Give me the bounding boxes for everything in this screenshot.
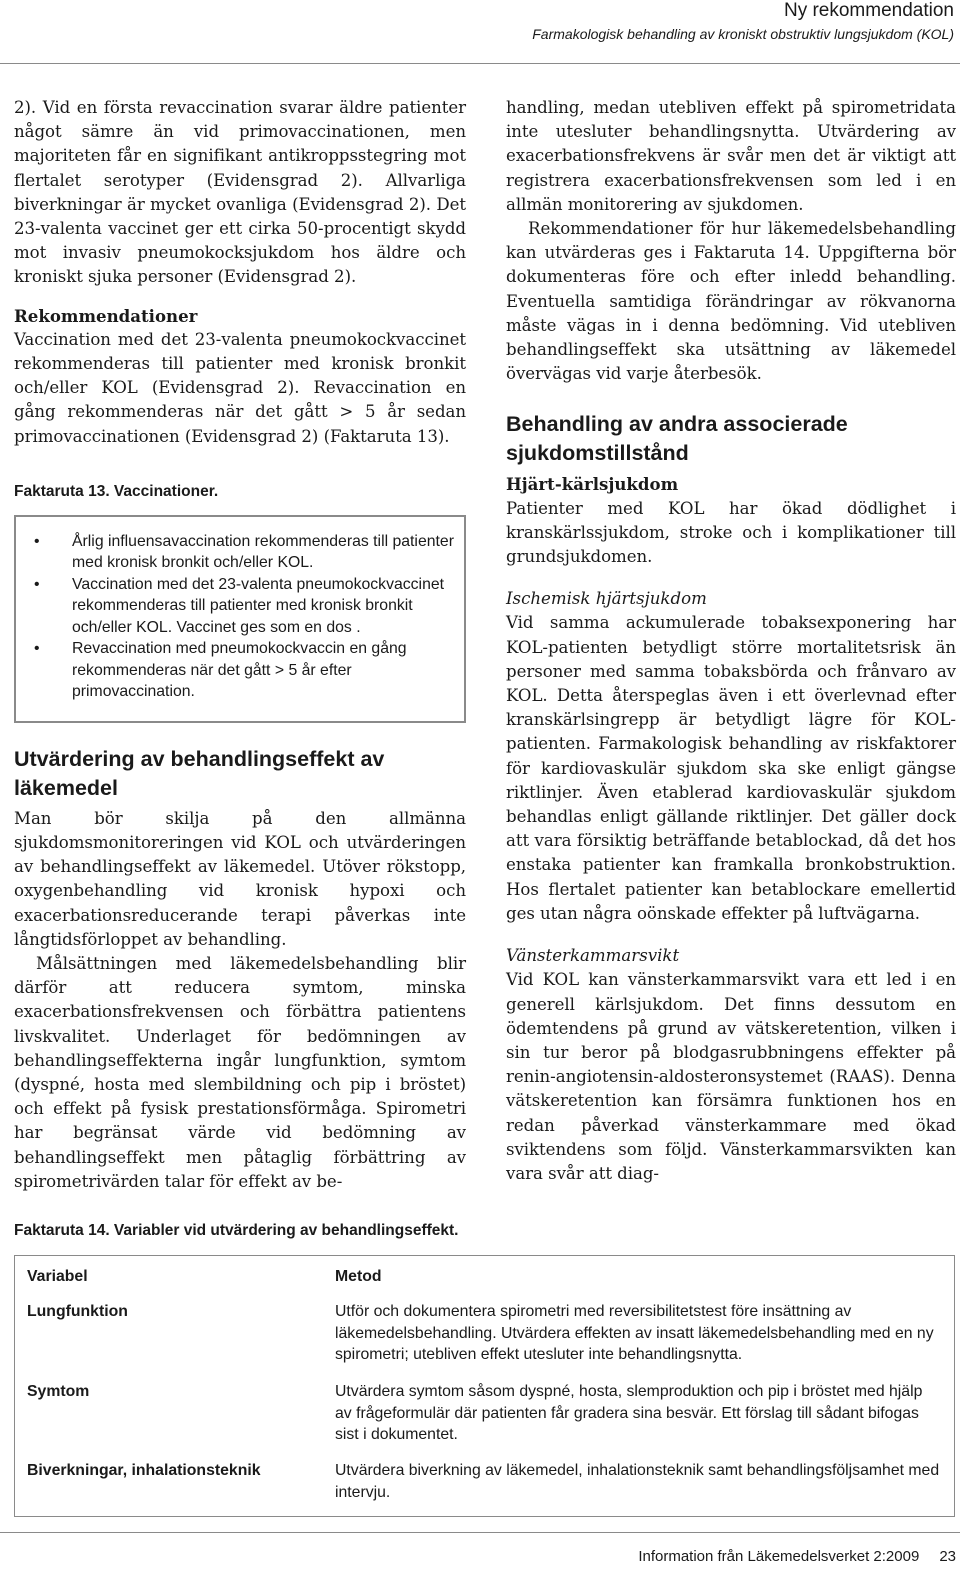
factbox-13-title: Faktaruta 13. Vaccinationer. [14, 482, 219, 500]
recommendations-heading: Rekommendationer [14, 305, 198, 326]
section-heading-evaluation: Utvärdering av behandlingseffekt av läkemedel [14, 746, 385, 800]
bullet-marker: • [34, 575, 40, 593]
column-header-method: Metod [335, 1268, 382, 1285]
list-item-text: Årlig influensavaccination rekommenderas till patienter med kronisk bronkit och/eller KOL. [72, 532, 454, 572]
table-cell-method: Utför och dokumentera spirometri med reversibilitetstest före insättning av läkemedelsbehandling. Utvärdera effekten av insatt läkemedelsbehandling med en ny spirometri; utebliven effekt utesluter inte behandlingsnytta. [335, 1303, 934, 1363]
heart-vessel-text: Patienter med KOL har ökad dödlighet i kranskärlssjukdom, stroke och i komplikationer till grundsjukdomen. [506, 498, 956, 567]
bullet-marker: • [34, 640, 40, 658]
paragraph-vaccination-evidence: 2). Vid en första revaccination svarar äldre patienter något sämre än vid primovaccinationen, men majoriteten får en signifikant antikroppsstegring mot flertalet serotyper (Evidensgrad 2). Allvarliga biverkningar är mycket ovanliga (Evidensgrad 2). Det 23-valenta vaccinet ger ett cirka 50-procentigt skydd mot invasiv pneumokocksjukdom hos äldre och kroniskt sjuka personer (Evidensgrad 2). [14, 98, 466, 287]
factbox-13 [14, 515, 466, 723]
ischemic-text: Vid samma ackumulerade tobaksexponering har KOL-patienten betydligt större mortalitetsrisk än personer med samma tobaksbörda och frånvaro av KOL. Detta återspeglas även i ett överlevnad efter kranskärlsingrepp är betydligt lägre för KOL-patienten. Farmakologisk behandling av riskfaktorer för kardiovaskulär sjukdom ska ske enligt gängse riktlinjer. Även etablerad kardiovaskulär sjukdom behandlas enligt gällande riktlinjer. Det gäller dock att vara försiktig beträffande betablockad, då det hos enstaka patienter kan framkalla bronkobstruktion. Hos flertalet patienter kan betablockare emellertid ges utan några oönskade effekter på luftvägarna. [506, 613, 956, 923]
list-item-text: Revaccination med pneumokockvaccin en gång rekommenderas när det gått > 5 år efter primovaccination. [72, 640, 407, 701]
table-cell-method: Utvärdera biverkning av läkemedel, inhalationsteknik samt behandlingsföljsamhet med intervju. [335, 1462, 940, 1501]
ischemic-heading: Ischemisk hjärtsjukdom [506, 589, 707, 609]
running-header-subtitle: Farmakologisk behandling av kroniskt obstruktiv lungsjukdom (KOL) [532, 26, 954, 42]
table-cell-variable: Biverkningar, inhalationsteknik [27, 1462, 261, 1479]
page-footer [638, 1548, 956, 1565]
heart-failure-heading: Vänsterkammarsvikt [506, 946, 680, 966]
factbox-14-table [14, 1255, 955, 1517]
table-cell-variable: Symtom [27, 1383, 90, 1400]
recommendations-text: Vaccination med det 23-valenta pneumokockvaccinet rekommenderas till patienter med kronisk bronkit och/eller KOL (Evidensgrad 2). Revaccination en gång rekommenderas när det gått > 5 år sedan primovaccinationen (Evidensgrad 2) (Faktaruta 13). [14, 329, 466, 446]
footer-divider [0, 1532, 960, 1533]
list-item [26, 574, 454, 639]
left-column [14, 96, 466, 1194]
paragraph-continuation: handling, medan utebliven effekt på spirometridata inte utesluter behandlingsnytta. Utvärdering av exacerbationsfrekvens är svår men det är viktigt att registrera exacerbationsfrekvensen som led i en allmän monitorering av sjukdomen. [506, 98, 956, 214]
heart-failure-text: Vid KOL kan vänsterkammarsvikt vara ett led i en generell kärlsjukdom. Det finns dessutom en ödemtendens på grund av vätskeretention, vilken i sin tur beror på blodgasrubbningens effekter på renin-angiotensin-aldosteronsystemet (RAAS). Denna vätskeretention kan försämra funktionen hos en redan påverkad vänsterkammare med ökad sviktendens som följd. Vänsterkammarsvikten kan vara svår att diag- [506, 970, 956, 1183]
column-header-variable: Variabel [27, 1268, 88, 1285]
section-heading-comorbidities: Behandling av andra associerade sjukdomstillstånd [506, 412, 848, 466]
list-item [26, 531, 454, 574]
factbox-13-list [26, 531, 454, 703]
list-item [26, 638, 454, 703]
bullet-marker: • [34, 532, 40, 550]
list-item-text: Vaccination med det 23-valenta pneumokockvaccinet rekommenderas till patienter med kronisk bronkit och/eller KOL. Vaccinet ges som en dos . [72, 575, 445, 636]
header-divider [0, 63, 960, 64]
running-header-title: Ny rekommendation [783, 0, 954, 21]
paragraph-recommendation-evaluation: Rekommendationer för hur läkemedelsbehandling kan utvärderas ges i Faktaruta 14. Uppgifterna bör dokumenteras före och efter inledd behandling. Eventuella samtidiga förändringar av rökvanorna måste vägas in i denna bedömning. Vid utebliven behandlingseffekt ska utsättning av läkemedel övervägas vid varje återbesök. [506, 219, 956, 384]
factbox-14-title: Faktaruta 14. Variabler vid utvärdering av behandlingseffekt. [14, 1222, 459, 1239]
footer-source: Information från Läkemedelsverket 2:2009 [638, 1548, 920, 1565]
page-number: 23 [939, 1548, 956, 1565]
right-column [506, 96, 956, 1186]
paragraph-goals: Målsättningen med läkemedelsbehandling blir därför att reducera symtom, minska exacerbationsfrekvensen och förbättra patientens livskvalitet. Underlaget för bedömningen av behandlingseffekterna ingår lungfunktion, symtom (dyspné, hosta med slembildning och pip i bröstet) och effekt på fysisk prestationsförmåga. Spirometri har begränsat värde vid bedömning av behandlingseffekt men påtaglig förbättring av spirometrivärden talar för effekt av be- [14, 954, 466, 1191]
paragraph-monitoring: Man bör skilja på den allmänna sjukdomsmonitoreringen vid KOL och utvärderingen av behandlingseffekt av läkemedel. Utöver rökstopp, oxygenbehandling vid kronisk hypoxi och exacerbationsreducerande terapi påverkas inte långtidsförloppet av behandling. [14, 808, 466, 949]
table-cell-method: Utvärdera symtom såsom dyspné, hosta, slemproduktion och pip i bröstet med hjälp av frågeformulär där patienten får gradera sina besvär. Ett förslag till sådant bifogas sist i dokumentet. [335, 1383, 923, 1443]
heart-vessel-heading: Hjärt-kärlsjukdom [506, 474, 679, 495]
table-cell-variable: Lungfunktion [27, 1303, 128, 1320]
